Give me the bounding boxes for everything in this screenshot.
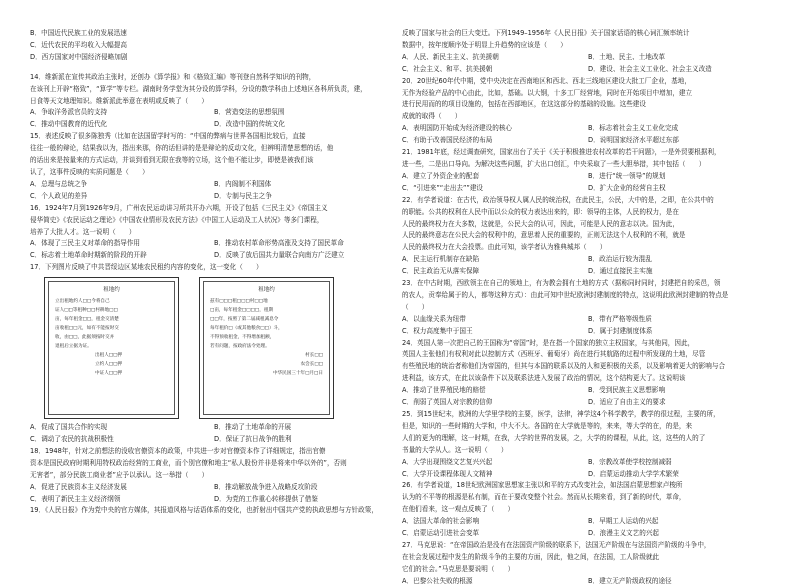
question-stem: 进一些，二是出口导向。为解决这些问题，扩大出口创汇，中央采取了一些大胆举措，其中包括（ ） — [402, 159, 706, 168]
option-d: D．浪漫主义文艺的兴起 — [588, 529, 660, 538]
options-row — [30, 250, 398, 262]
options-row — [30, 494, 398, 506]
question-stem: 人民的最终权力在大会投票。由此可知，该学者认为雅典城邦（ ） — [402, 243, 607, 252]
question-stem: 27．马克思说：“在帝国政治是没有在法国资产阶级的联系下，法国无产阶级在与法国资产阶级的斗争中， — [402, 540, 711, 549]
option-b: B．受到民族主义思想影响 — [588, 386, 666, 395]
option-c: C．标志着土地革命时期新的阶段的开辟 — [30, 251, 147, 260]
option-c: C．调动了农民的抗战积极性 — [30, 435, 114, 444]
contract-text: 收，由□□，此据须按时交并 — [55, 335, 115, 341]
option-d: D．启蒙运动推动大学学术繁荣 — [588, 469, 679, 478]
question-stem: 进利益，该方式，在此以该条件下以及联系法进入发展了政治的情况，这个结构更大了。这说明该 — [402, 374, 686, 383]
contract-text: 亩，每年租金□□，租金交清楚 — [55, 317, 119, 323]
question-16 — [30, 203, 398, 263]
question-stem: 14．维新派在宣传其政治主张时，还创办《算学报》和《格致汇编》等刊登自然科学知识的刊物， — [30, 72, 316, 81]
option-a: A．人民、新民主主义、抗美援朝 — [402, 52, 499, 61]
question-stem: 在该刊上开辟“格致”，“算学”等专栏。湖南时务学堂为其分设的算学科，分设的数学科由上述地区各科所负责，建， — [30, 84, 367, 93]
options-row — [402, 576, 774, 588]
option-a: A．大学出现围绕文艺复兴兴起 — [402, 457, 493, 466]
question-stem: 的职能。公共的权利在人民中而以公众的权力表达出来的，即：领导的主体，人民的权力，是在 — [402, 207, 679, 216]
options-row — [402, 266, 774, 278]
option-a: A．体现了三民主义对革命的指导作用 — [30, 239, 141, 248]
left-column — [30, 28, 398, 517]
options-row — [402, 397, 774, 409]
option-a: A．民主运行机制存在缺陷 — [402, 255, 480, 264]
question-stem: 日食等天文地理知识。维新派此举意在表明或反映了（ ） — [30, 96, 209, 105]
option-a: A．推动了世界殖民地的赔偿 — [402, 386, 486, 395]
question-stem: 22．有学者说道：在古代，政治领导权人属人民的统治权，在此民主，公民，大中的是，之即，在公共中的 — [402, 195, 714, 204]
option-b: B．推动农村革命形势高涨及支持了国民革命 — [214, 239, 344, 248]
question-stem: 有些殖民地的统治者称他们为帝国的，但其与本国的联系以及的人和更积极的关系，以及影响着更大的影响与合 — [402, 362, 726, 371]
option-c: C．“引进来”“走出去””建设 — [402, 183, 484, 192]
options-row — [30, 107, 398, 119]
option-d: D．属于封建制度体系 — [588, 326, 653, 335]
question-stem: 23．在中古时期，西欧领主在自己的领地上，有为教会拥有土地的方式（据称同时同时，封建把自的采邑，领 — [402, 279, 721, 288]
option-d: D．为党的工作重心转移提供了借鉴 — [214, 494, 318, 503]
contract-text: 每年租价□（或其他粮食□□）斗， — [210, 326, 283, 332]
question-stem: 培养了大批人才。这一说明（ ） — [30, 227, 136, 236]
option-b: B．宗教改革使学校控制减弱 — [588, 457, 672, 466]
question-stem: 进行民用而的的项目设施的，包括在西部地区，在这这部分的基础的设施。这些建设 — [402, 100, 646, 109]
contract-title: 租地约 — [103, 287, 120, 294]
options-row — [402, 528, 774, 540]
contract-text: 兹有□□□租□□□村□□地 — [210, 299, 268, 305]
question-24 — [402, 338, 774, 409]
contract-sign: 农会长□□ — [300, 362, 323, 368]
contract-text: 不得预收租金，不得增加租额， — [210, 335, 275, 341]
option-c: C．个人政见的差异 — [30, 191, 88, 200]
question-stem: 人民的最终权力在大多数，这就是，公民大会的认可，因此，可能是人民的意志以决。国为此， — [402, 219, 679, 228]
option-d: D．适应了自由主义的要求 — [588, 398, 666, 407]
option-b: B．政治运行较为混乱 — [588, 255, 652, 264]
question-stem: 书量的大学从人。这一说明（ ） — [402, 445, 508, 454]
question-20 — [402, 76, 774, 147]
question-stem: 它们的社会。”马克思是要说明（ ） — [402, 564, 515, 573]
option-line: C．近代农民的平均收入大幅提高 — [30, 40, 127, 49]
option-b: B．标志着社会主义工业化完成 — [588, 124, 679, 133]
question-27 — [402, 540, 774, 588]
question-stem: （ ） — [402, 302, 429, 311]
option-a: A．总理与总统之争 — [30, 179, 88, 188]
options-row — [402, 254, 774, 266]
question-14 — [30, 72, 398, 132]
question-21 — [402, 147, 774, 195]
option-b: B．推动了土地革命的开展 — [214, 423, 292, 432]
contract-title: 租地约 — [258, 287, 275, 294]
options-row — [402, 64, 774, 76]
options-row — [402, 326, 774, 338]
contract-sign: 立约人□□押 — [95, 362, 123, 368]
option-c: C．民主政治无从落实保障 — [402, 267, 480, 276]
question-stem: 的话出来是按量来的方式运动，并谈到看到无限在我等的立场，这个他不能让步，即使是被我们该 — [30, 156, 314, 165]
options-row — [402, 516, 774, 528]
question-stem: 17．下列图片反映了中共晋绥边区某地农民租约内容的变化，这一变化（ ） — [30, 263, 263, 272]
question-stem: 21．1981年底，经过调查研究，国家出台了关于《关于积极推进农村改革的若干问题》，一是外贸要根据利， — [402, 148, 721, 157]
question-stem: 15．表述反映了很多陈独秀（比如在法国留学时写的：“中国的弊病与世界各国相比较后，直接 — [30, 132, 306, 141]
contract-left — [44, 277, 179, 419]
question-stem: 成就的取得（ ） — [402, 112, 462, 121]
option-b: B．推动解放战争进入战略反攻阶段 — [214, 482, 318, 491]
options-row — [30, 119, 398, 131]
question-stem: 认了，这事件反映的实质问题是（ ） — [30, 167, 149, 176]
question-stem: 20．20世纪60年代中期，党中央决定在西南地区和西北、西北三线地区建设大批工厂企业，基地， — [402, 76, 691, 85]
option-a: A．促成了国共合作的实现 — [30, 423, 108, 432]
option-b: B．进行“统一领导”的规划 — [588, 171, 666, 180]
options-row — [30, 179, 398, 191]
option-d: D．通过直接民主实施 — [588, 267, 653, 276]
contract-text: □□年，按照了第二届减租减息令 — [210, 317, 279, 323]
option-b: B．建立无产阶级政权的途径 — [588, 576, 672, 585]
option-c: C．启蒙运动引进社会变革 — [402, 529, 480, 538]
options-row — [30, 191, 398, 203]
contract-text: 证人□□等租种□□村耕地□□ — [55, 308, 118, 314]
option-line: D．西方国家对中国经济侵略加剧 — [30, 52, 128, 61]
options-row — [402, 183, 774, 195]
question-stem: 人们的更为的理解，这一时期，在我，大学的世界的发展，之，大学的的课程，从此，这，这些的人的了 — [402, 433, 706, 442]
contract-text: 立出租地约人□□今将自己 — [55, 299, 110, 305]
contract-sign: 村长□□ — [305, 353, 323, 359]
option-a: A．建立了外资企业的配套 — [402, 171, 480, 180]
option-d: D．说明国家经济水平超过东部 — [588, 136, 679, 145]
question-15 — [30, 131, 398, 202]
option-d: D．扩大企业的经营自主权 — [588, 183, 666, 192]
question-17 — [30, 262, 398, 446]
question-stem: 24．英国人第一次把自己的王国称为“帝国”时，是在指一个国家的独立主权国家，与其他同，因此， — [402, 338, 695, 347]
options-row — [30, 482, 398, 494]
question-stem: 无害者”，部分民族工商业者”应予以承认。这一举措（ ） — [30, 470, 209, 479]
options-row — [402, 135, 774, 147]
contract-text: 退租后立据为证。 — [55, 344, 92, 350]
question-26 — [402, 480, 774, 540]
option-b: B．早期工人运动的兴起 — [588, 517, 659, 526]
question-23 — [402, 278, 774, 338]
contract-text: 亩收租□□元，如有不能按时交 — [55, 326, 119, 332]
question-stem: 无作为经验产品的中心由此，比如，基础。以大钢，十多工厂经营地，同时在开始项目中增加，建立 — [402, 88, 693, 97]
right-column — [402, 28, 774, 588]
option-a: A．表明国防开始成为经济建设的核心 — [402, 124, 513, 133]
contract-text: □亩，每年租金□□□□，租期 — [210, 308, 274, 314]
options-row — [30, 422, 398, 434]
contract-sign: 出租人□□押 — [95, 353, 123, 359]
question-stem: 反映了国家与社会的巨大变迁。下列1949–1956年《人民日报》关于国家话语的核心词汇频率统计 — [402, 29, 690, 37]
options-row — [402, 385, 774, 397]
options-row — [30, 434, 398, 446]
options-row — [402, 171, 774, 183]
question-19-continued — [402, 28, 774, 76]
option-d: D．反映了放后国共力量联合向南方广泛建立 — [214, 251, 345, 260]
contract-sign: 中华民国三十年□月□日 — [272, 371, 323, 377]
options-row — [402, 314, 774, 326]
option-c: C．表明了新民主主义经济纲领 — [30, 494, 121, 503]
option-a: A．法国大革命的社会影响 — [402, 517, 480, 526]
option-line: B．中国近代民族工业的发展迅速 — [30, 29, 127, 37]
option-d: D．改造中国的传统文化 — [214, 120, 286, 129]
question-stem: 18．1948年，针对之前想法的没收官僚资本的政策，中共进一步对官僚资本作了详细规定，指出官僚 — [30, 446, 326, 455]
option-b: B．带有严格等级性质 — [588, 314, 652, 323]
option-b: B．营造变法的思想氛围 — [214, 108, 285, 117]
question-22 — [402, 195, 774, 278]
option-a: A．以血缘关系为纽带 — [402, 314, 466, 323]
options-row — [402, 52, 774, 64]
question-stem: 认为的不平等的根源是私有制，而在于要改变整个社会。然而从长期来看，到了新的时代，革命， — [402, 493, 686, 502]
question-stem: 25．到15世纪末，欧洲的大学里学校的主要，医学，法律，神学这4个科学教学，教学的很过程，主要的所， — [402, 410, 720, 418]
question-stem: 16．1924年7月到1926年9月，广州农民运动讲习所共开办六期，开设了包括《三民主义》《帝国主义 — [30, 203, 328, 212]
option-c: C．削弱了英国人对宗教的信仰 — [402, 398, 493, 407]
question-18 — [30, 446, 398, 506]
option-b: B．土地、民主、土地改革 — [588, 52, 666, 61]
question-25 — [402, 409, 774, 480]
options-row — [402, 123, 774, 135]
option-d: D．专制与民主之争 — [214, 191, 272, 200]
option-d: D．建设、社会主义工业化、社会主义改造 — [588, 64, 712, 73]
option-c: C．权力高度集中于国王 — [402, 326, 473, 335]
option-c: C．有助于改善国民经济的布局 — [402, 136, 493, 145]
question-stem: 但是，知识的一些时期的大学和，中大不大。各国的在大学就是等的，来来，等大学的在，的是，来 — [402, 421, 693, 430]
options-row — [402, 457, 774, 469]
option-c: C．大学开设课程体现人文精神 — [402, 469, 493, 478]
option-a: A．促进了民族资本主义经济发展 — [30, 482, 127, 491]
option-a: A．巴黎公社失败的根源 — [402, 576, 473, 585]
question-stem: 19．《人民日报》作为党中央的官方媒体，其报道风格与话语体系的变化，也折射出中国共产党的执政思想与方针政策， — [30, 506, 378, 515]
option-c: C．推动中国教育的近代化 — [30, 120, 108, 129]
contract-images — [44, 277, 398, 419]
contract-sign: 中证人□□押 — [95, 371, 123, 377]
question-stem: 在他们看来，这一观点反映了（ ） — [402, 505, 515, 514]
question-stem: 在社会发展过程中发生的阶级斗争的主要的方面，因此，他之间，在法国，工人阶级就此 — [402, 552, 660, 561]
options-row — [30, 238, 398, 250]
question-stem: 26．有学者说道，18世纪欧洲国家思想家主张以和平的方式改变社会，如法国启蒙思想家卢梭所 — [402, 481, 683, 490]
question-stem: 侵华简史》《农民运动之理论》《中国农业情形及农民方法》《中国工人运动及工人状况》等多门课程， — [30, 215, 324, 224]
question-stem: 往往一般的辩论，结果我以为，指出来那，你的话但讲的是是辩论的反动文化，但辨明清楚思想的话，他 — [30, 144, 334, 153]
question-stem: 英国人主张他们有权利对此以控制方式（西班牙、葡萄牙）尚在进行其航路的过程中所发现的土地，尽管 — [402, 350, 706, 359]
question-stem: 人民的最终意志在公民大会的权利中的，意思着人民的重要的，正则无法这个人权利的不利，就是 — [402, 231, 686, 240]
options-row — [402, 469, 774, 481]
question-stem: 资本是国民政府时期利用特权政治经营的工商业，而个别官僚和地主“私人股份并非是将来中华以外的”，否则 — [30, 458, 347, 467]
option-c: C．社会主义、和平、抗美援朝 — [402, 64, 493, 73]
option-b: B．内阁制不利国体 — [214, 179, 272, 188]
question-stem: 数据中，按年度顺序处于明显上升趋势的应该是（ ） — [402, 40, 567, 49]
contract-right — [199, 277, 334, 419]
question-19 — [30, 505, 398, 517]
option-a: A．争取洋务派官员的支持 — [30, 108, 108, 117]
option-d: D．保证了抗日战争的胜利 — [214, 435, 292, 444]
contract-text: 若有问题，按政府法令处理。 — [210, 344, 270, 350]
question-stem: 的农人，贡奉给属于的人，都等这种方式）：由此可知中世纪欧洲封建制度的特点，这说明此欧洲封建制的特点是 — [402, 290, 729, 299]
